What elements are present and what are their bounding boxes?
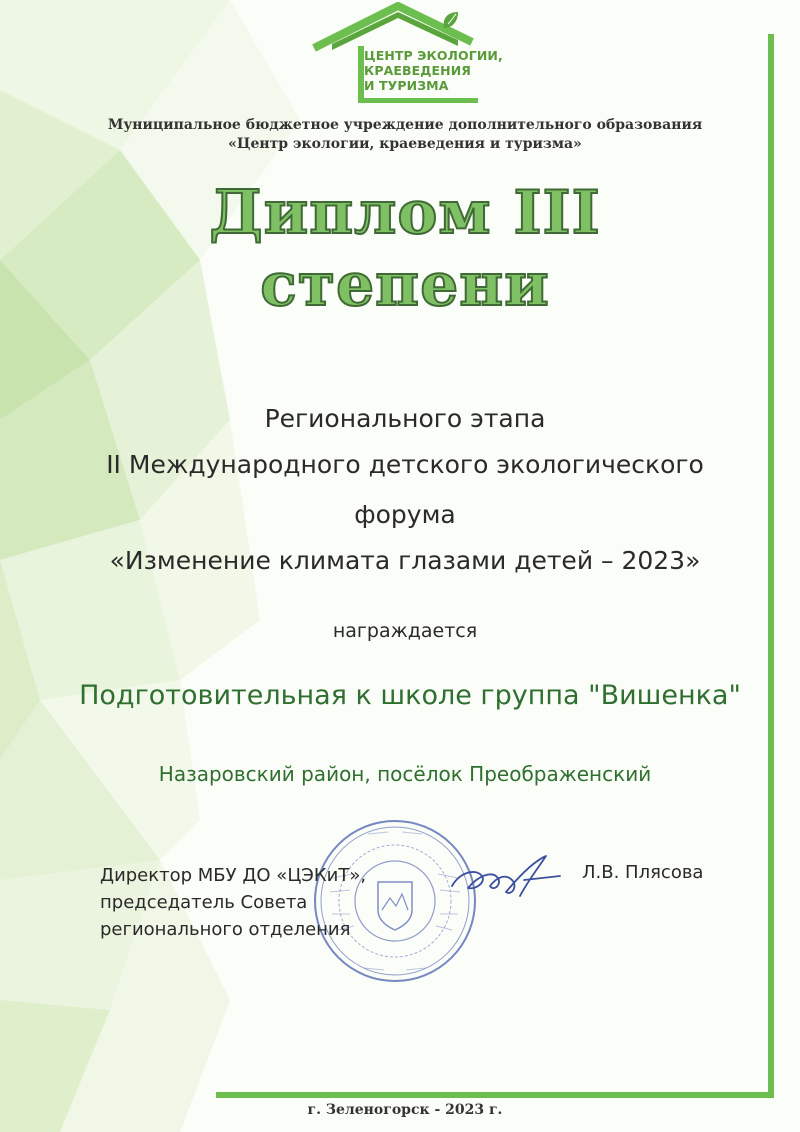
signatory-line-1: Директор МБУ ДО «ЦЭКиТ», [100, 865, 367, 886]
diploma-title-line-2: степени [260, 250, 550, 320]
event-line-1: Регионального этапа [264, 404, 546, 433]
awarded-label: награждается [332, 620, 478, 642]
footer-city-year: г. Зеленогорск - 2023 г. [307, 1102, 503, 1118]
diploma-title-line-1: Диплом III [209, 178, 601, 248]
logo-text [364, 48, 504, 93]
organization-line-1: Муниципальное бюджетное учреждение дополнительного образования [107, 117, 703, 133]
logo-line-3: И ТУРИЗМА [364, 78, 449, 93]
organization-line-2: «Центр экологии, краеведения и туризма» [228, 136, 582, 152]
logo-line-1: ЦЕНТР ЭКОЛОГИИ, [364, 48, 503, 63]
event-line-2: II Международного детского экологического [106, 450, 704, 479]
logo-line-2: КРАЕВЕДЕНИЯ [364, 63, 471, 78]
handwritten-signature-icon [446, 846, 566, 906]
frame-bottom-border [216, 1092, 774, 1098]
recipient-name: Подготовительная к школе группа "Вишенка" [79, 680, 741, 711]
signatory-line-2: председатель Совета [100, 892, 308, 913]
organization-name [60, 116, 750, 154]
signatory-position [100, 862, 366, 943]
event-line-3: форума [354, 500, 456, 529]
recipient-location: Назаровский район, посёлок Преображенский [158, 762, 652, 786]
signatory-name: Л.В. Плясова [582, 862, 704, 883]
signatory-line-3: регионального отделения [100, 919, 351, 940]
event-line-4: «Изменение климата глазами детей – 2023» [109, 546, 701, 575]
